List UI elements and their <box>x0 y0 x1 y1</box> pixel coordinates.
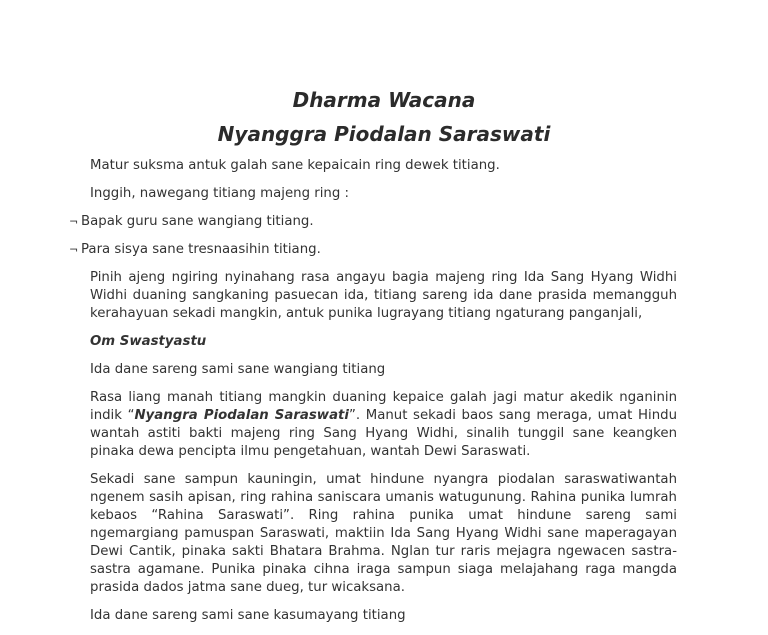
bullet-item <box>69 213 677 231</box>
bullet-mark: ¬ <box>69 215 79 228</box>
bullet-text: Bapak guru sane wangiang titiang. <box>81 214 314 229</box>
bullet-mark: ¬ <box>69 243 79 256</box>
document-title: Dharma Wacana <box>292 88 476 112</box>
intro-text-before: Rasa liang manah titiang mangkin duaning kepaice galah jagi matur akedik nganinin indik “ <box>90 390 677 423</box>
intro-emphasis: Nyangra Piodalan Saraswati <box>134 408 349 423</box>
bullet-text: Para sisya sane tresnaasihin titiang. <box>81 242 321 257</box>
paragraph-opening: Pinih ajeng ngiring nyinahang rasa angayu bagia majeng ring Ida Sang Hyang Widhi Widhi duaning sangkaning pasuecan ida, titiang sareng ida dane prasida memangguh kerahayuan sekadi mangkin, antuk punika lugrayang titiang ngaturang panganjali, <box>90 270 677 321</box>
document-body <box>69 157 678 635</box>
paragraph-body: Sekadi sane sampun kauningin, umat hindune nyangra piodalan saraswatiwantah ngenem sasih apisan, ring rahina saniscara umanis watugunung. Rahina punika lumrah kebaos “Rahina Saraswati”. Ring rahina punika umat hindune sareng sami ngemargiang pamuspan Saraswati, maktiin Ida Sang Hyang Widhi sane maperagayan Dewi Cantik, pinaka sakti Bhatara Brahma. Nglan tur raris mejagra ngewacen sastra-sastra agamane. Punika pinaka cihna iraga sampun siaga melajahang raga mangda prasida dados jatma sane dueg, tur wicaksana. <box>90 472 677 595</box>
document-subtitle: Nyanggra Piodalan Saraswati <box>217 122 551 146</box>
paragraph-thanks: Matur suksma antuk galah sane kepaicain ring dewek titiang. <box>90 158 500 173</box>
intro-text-after: ”. Manut sekadi baos sang meraga, umat Hindu wantah astiti bakti majeng ring Sang Hyang Widhi, sinalih tunggil sane keangken pinaka dewa pencipta ilmu pengetahuan, wantah Dewi Saraswati. <box>90 408 678 459</box>
paragraph-address: Inggih, nawegang titiang majeng ring : <box>90 186 349 201</box>
paragraph-intro <box>90 389 677 461</box>
bullet-item <box>69 241 677 259</box>
paragraph-salutation-2: Ida dane sareng sami sane kasumayang titiang <box>90 608 406 623</box>
greeting: Om Swastyastu <box>90 334 207 349</box>
paragraph-salutation: Ida dane sareng sami sane wangiang titiang <box>90 362 386 377</box>
